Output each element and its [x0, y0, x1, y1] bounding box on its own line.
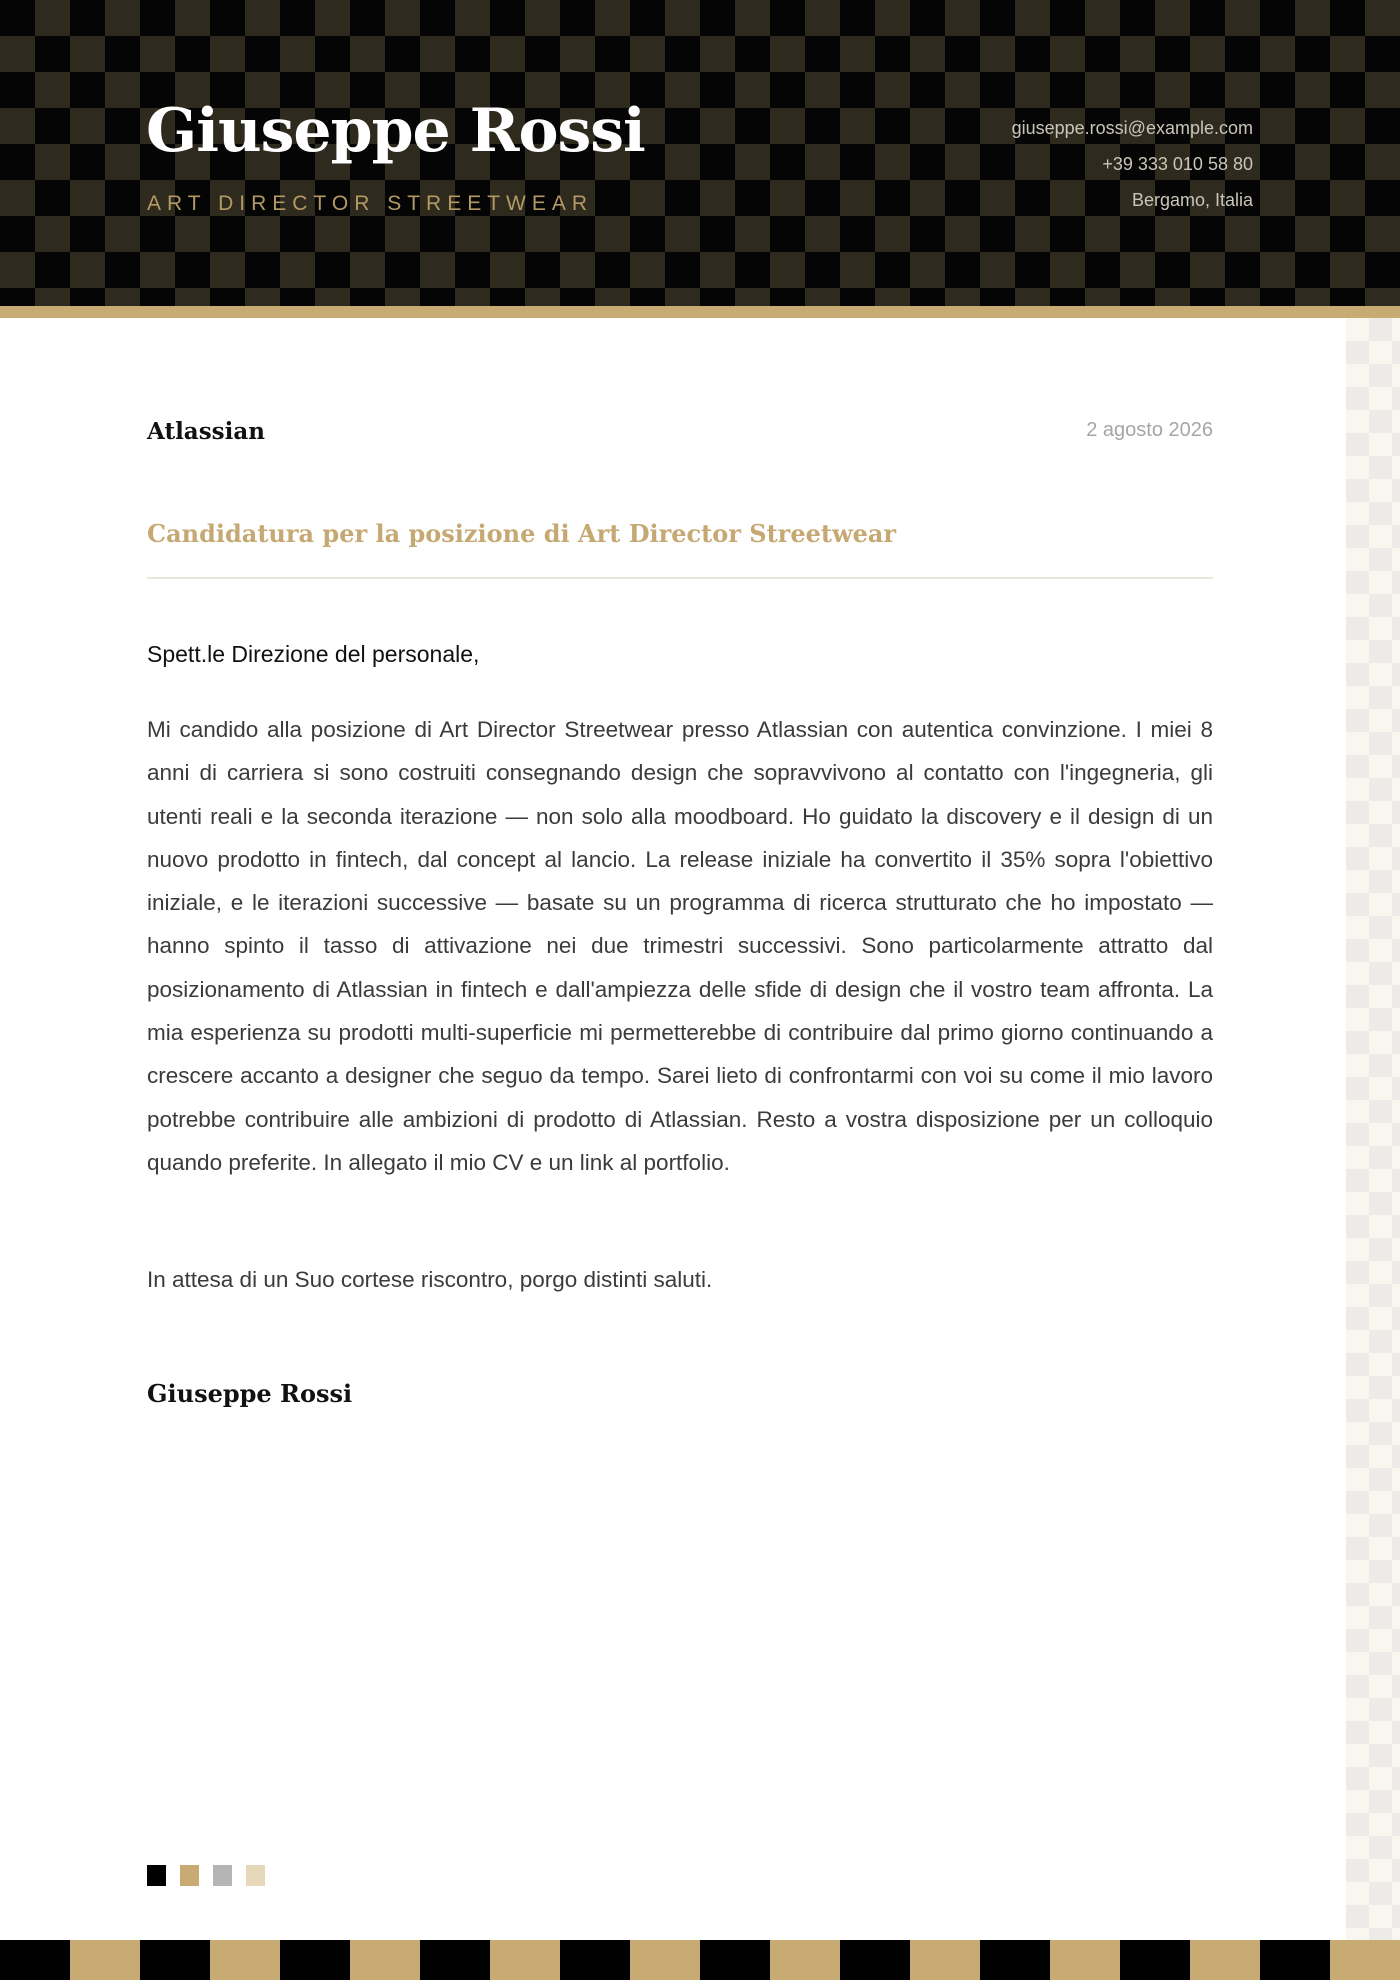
palette-swatch [180, 1865, 199, 1886]
recipient-company: Atlassian [147, 418, 265, 445]
header-banner [0, 0, 1400, 306]
sender-name: Giuseppe Rossi [146, 96, 645, 166]
letter-subject: Candidatura per la posizione di Art Director Streetwear [147, 519, 897, 548]
footer-checker-strip [0, 1940, 1400, 1980]
side-checker-strip [1346, 318, 1400, 1940]
palette-swatch [246, 1865, 265, 1886]
contact-phone: +39 333 010 58 80 [1102, 154, 1253, 174]
color-palette [147, 1865, 265, 1886]
signature-name: Giuseppe Rossi [147, 1379, 353, 1408]
header-gold-rule [0, 306, 1400, 318]
palette-swatch [147, 1865, 166, 1886]
letter-date: 2 agosto 2026 [1086, 419, 1213, 441]
contact-block [1012, 110, 1253, 218]
body-paragraph: Mi candido alla posizione di Art Director Streetwear presso Atlassian con autentica convinzione. I miei 8 anni di carriera si sono costruiti consegnando design che sopravvivono al contatto con l'ingegneria, gli utenti reali e la seconda iterazione — non solo alla moodboard. Ho guidato la discovery e il design di un nuovo prodotto in fintech, dal concept al lancio. La release iniziale ha convertito il 35% sopra l'obiettivo iniziale, e le iterazioni successive — basate su un programma di ricerca strutturato che ho impostato — hanno spinto il tasso di attivazione nei due trimestri successivi. Sono particolarmente attratto dal posizionamento di Atlassian in fintech e dall'ampiezza delle sfide di design che il vostro team affronta. La mia esperienza su prodotti multi-superficie mi permetterebbe di contribuire dal primo giorno continuando a crescere accanto a designer che seguo da tempo. Sarei lieto di confrontarmi con voi su come il mio lavoro potrebbe contribuire alle ambizioni di prodotto di Atlassian. Resto a vostra disposizione per un colloquio quando preferite. In allegato il mio CV e un link al portfolio. [147, 717, 1213, 1175]
closing-line: In attesa di un Suo cortese riscontro, porgo distinti saluti. [147, 1267, 713, 1292]
contact-email: giuseppe.rossi@example.com [1011, 118, 1253, 138]
salutation: Spett.le Direzione del personale, [147, 641, 480, 667]
subject-divider [147, 577, 1213, 579]
contact-location: Bergamo, Italia [1131, 190, 1253, 210]
job-title: ART DIRECTOR STREETWEAR [147, 192, 594, 215]
palette-swatch [213, 1865, 232, 1886]
